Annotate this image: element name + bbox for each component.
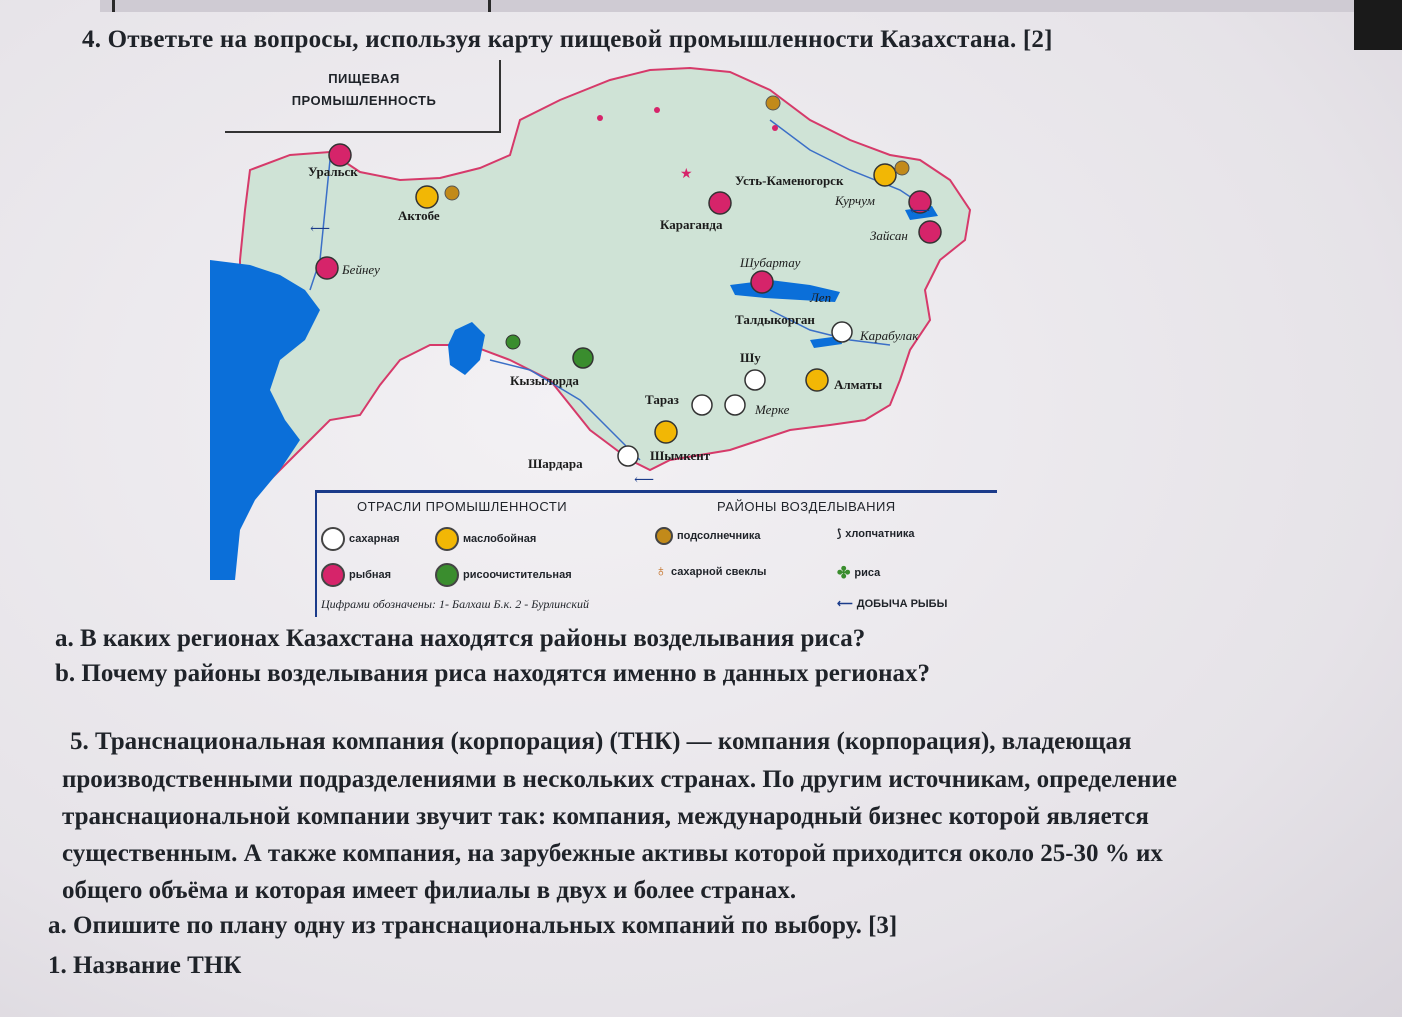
marker-sugar-4: [618, 446, 638, 466]
marker-oil-aktobe: [416, 186, 438, 208]
green-circle-icon: [435, 563, 459, 587]
marker-rice-kyzylorda: [573, 348, 593, 368]
dot-2: [597, 115, 603, 121]
cotton-icon: ⟆: [837, 528, 842, 540]
marker-sunflower-2: [766, 96, 780, 110]
marker-sugar-5: [832, 322, 852, 342]
legend-head-industries: ОТРАСЛИ ПРОМЫШЛЕННОСТИ: [357, 499, 568, 514]
city-lep: Леп: [810, 290, 832, 305]
legend-sunflower: [655, 527, 761, 545]
screen-corner: [1354, 0, 1402, 50]
legend-cotton-label: хлопчатника: [845, 527, 915, 540]
dot-3: [772, 125, 778, 131]
q5-line-5: общего объёма и которая имеет филиалы в двух и более странах.: [62, 877, 797, 904]
question-4a: a. В каких регионах Казахстана находятся районы возделывания риса?: [55, 625, 866, 652]
sunflower-icon: [655, 527, 673, 545]
city-shu: Шу: [740, 350, 761, 365]
city-zaysan: Зайсан: [870, 228, 908, 243]
marker-fish-uralsk: [329, 144, 351, 166]
legend-rice-label: риса: [854, 567, 881, 579]
legend-fish: [321, 563, 391, 587]
marker-fish-atyrau: [316, 257, 338, 279]
fishing-mark-2: ⟵: [634, 473, 655, 488]
top-edge: [100, 0, 1400, 12]
kazakhstan-food-industry-map: [210, 60, 1000, 620]
star-1: ★: [680, 167, 693, 182]
legend-rice-clean-label: рисоочистительная: [463, 569, 572, 581]
city-aktobe: Актобе: [398, 208, 440, 223]
q5-line-1: 5. Транснациональная компания (корпорация) (ТНК) — компания (корпорация), владеющая: [70, 728, 1132, 755]
city-karaganda: Караганда: [660, 217, 723, 232]
marker-sugar-1: [745, 370, 765, 390]
inset-title-line-2: ПРОМЫШЛЕННОСТЬ: [291, 93, 437, 108]
question-4b: b. Почему районы возделывания риса находятся именно в данных регионах?: [55, 660, 930, 687]
legend-cotton: [837, 527, 915, 540]
city-taraz: Тараз: [645, 392, 679, 407]
city-ust: Усть-Каменогорск: [735, 173, 844, 188]
sugarbeet-icon: ♁: [655, 563, 667, 580]
marker-fish-zaysan: [919, 221, 941, 243]
city-taldyk: Талдыкорган: [735, 312, 815, 327]
legend-oil: [435, 527, 536, 551]
legend-sugar: [321, 527, 400, 551]
fishing-mark-1: ⟵: [310, 222, 331, 237]
city-kurchum: Курчум: [835, 193, 875, 208]
legend-head-areas: РАЙОНЫ ВОЗДЕЛЫВАНИЯ: [717, 499, 896, 514]
marker-sunflower-1: [445, 186, 459, 200]
fishing-icon: ⟵: [837, 598, 853, 610]
marker-sunflower-3: [895, 161, 909, 175]
legend-fishing-label: ДОБЫЧА РЫБЫ: [856, 597, 948, 610]
red-circle-icon: [321, 563, 345, 587]
city-shardara: Шардара: [528, 456, 583, 471]
inset-title-line-1: ПИЩЕВАЯ: [328, 71, 400, 86]
legend-note: Цифрами обозначены: 1- Балхаш Б.к. 2 - Бурлинский: [321, 597, 589, 611]
fishing-mark-3: ⟵: [910, 204, 931, 219]
city-merke: Мерке: [755, 402, 790, 417]
tnc-name-item: 1. Название ТНК: [48, 952, 242, 979]
legend-sugarbeet: [655, 563, 766, 581]
city-atyrau: Бейнеу: [342, 262, 380, 277]
map-inset-title: [228, 68, 500, 132]
dot-1: [654, 107, 660, 113]
marker-fish-karaganda: [709, 192, 731, 214]
question-4-title: 4. Ответьте на вопросы, используя карту пищевой промышленности Казахстана. [2]: [82, 26, 1053, 53]
q5-line-4: существенным. А также компания, на зарубежные активы которой приходится около 25-30 % их: [62, 840, 1163, 867]
legend-fishing: [837, 597, 947, 610]
marker-sugar-2: [692, 395, 712, 415]
legend-sugarbeet-label: сахарной свеклы: [671, 566, 767, 578]
marker-oil-shymkent: [655, 421, 677, 443]
rice-icon: ✤: [837, 565, 851, 582]
city-kyzylorda: Кызылорда: [510, 373, 579, 388]
question-5a: a. Опишите по плану одну из транснациональных компаний по выбору. [3]: [48, 912, 898, 939]
marker-rice-2: [506, 335, 520, 349]
legend-rice-clean: [435, 563, 572, 587]
city-uralsk: Уральск: [308, 164, 358, 179]
city-shymkent: Шымкент: [650, 448, 711, 463]
white-circle-icon: [321, 527, 345, 551]
city-almaty: Алматы: [834, 377, 883, 392]
yellow-circle-icon: [435, 527, 459, 551]
marker-sugar-3: [725, 395, 745, 415]
marker-oil-ust: [874, 164, 896, 186]
legend-oil-label: маслобойная: [463, 533, 537, 545]
city-shubartau: Шубартау: [740, 255, 801, 270]
city-karabulak: Карабулак: [860, 328, 919, 343]
legend-sugar-label: сахарная: [349, 533, 400, 545]
legend-rice: [837, 563, 880, 583]
q5-line-3: транснациональной компании звучит так: компания, международный бизнес которой является: [62, 803, 1149, 830]
legend-sunflower-label: подсолнечника: [677, 530, 761, 542]
map-legend: [315, 490, 997, 617]
marker-fish-shubartau: [751, 271, 773, 293]
marker-oil-almaty: [806, 369, 828, 391]
q5-line-2: производственными подразделениями в нескольких странах. По другим источникам, определение: [62, 766, 1177, 793]
legend-fish-label: рыбная: [349, 569, 392, 581]
